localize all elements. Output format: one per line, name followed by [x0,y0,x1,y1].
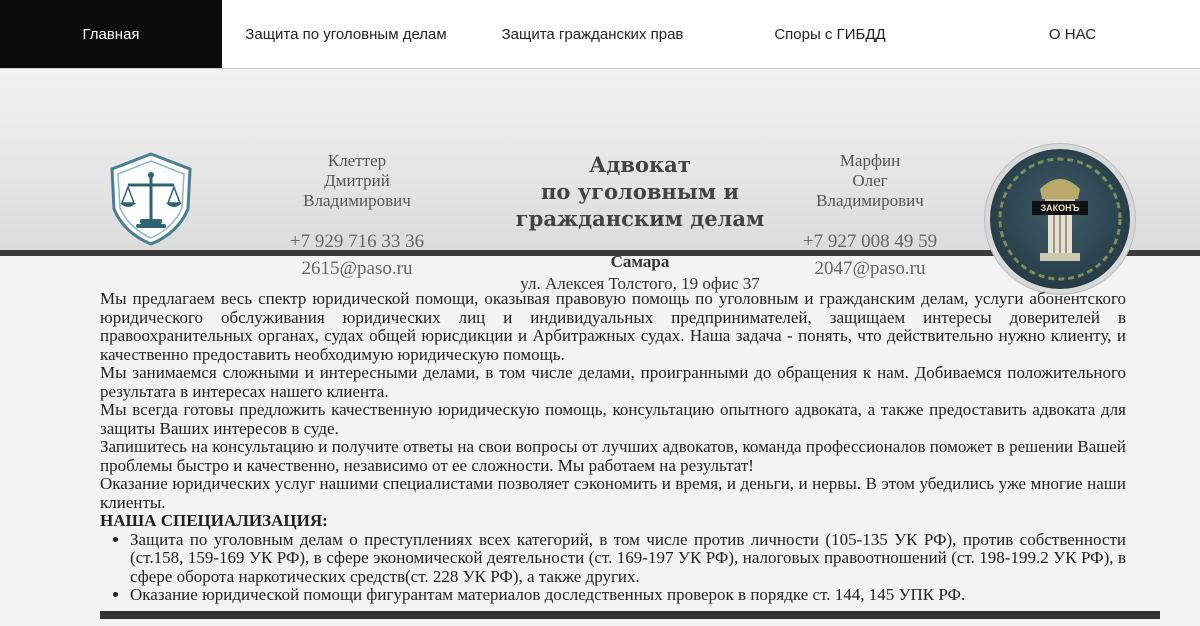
site-header [0,69,1200,293]
lawyer-left-phone[interactable]: +7 929 716 33 36 [289,231,425,252]
list-item: • Оказание юридической помощи фигурантам материалов доследственных проверок в порядке ст. 144, 145 УПК РФ. [130,586,1126,605]
header-title-line2: по уголовным и [541,179,739,204]
scales-shield-icon [108,151,194,247]
signup-paragraph: Запишитесь на консультацию и получите ответы на свои вопросы от лучших адвокатов, команда профессионалов поможет в решении Вашей проблемы быстро и качественно, независимо от ее сложности. Мы работаем на результат! [100,437,1126,475]
specialization-title: НАША СПЕЦИАЛИЗАЦИЯ: [100,511,328,530]
nav-item-civil[interactable]: Защита гражданских прав [501,25,684,43]
header-center [480,151,800,294]
nav-item-gibdd[interactable]: Споры с ГИБДД [774,25,886,43]
header-city: Самара [610,252,670,271]
bottom-divider [100,611,1160,619]
specialization-list [100,531,1126,605]
law-badge-icon [990,149,1130,289]
header-title-line3: гражданским делам [515,206,765,231]
lawyer-left-surname: Клеттер [327,151,387,170]
lawyer-right-patronymic: Владимирович [816,191,924,210]
main-content [100,290,1126,605]
lawyer-right-surname: Марфин [839,151,901,170]
lawyer-left-patronymic: Владимирович [303,191,411,210]
nav-item-home[interactable]: Главная [0,0,222,68]
savings-paragraph: Оказание юридических услуг нашими специалистами позволяет сэкономить и время, и деньги, и нервы. В этом убедились уже многие наши клиенты. [100,474,1126,512]
experience-paragraph: Мы занимаемся сложными и интересными делами, в том числе делами, проигранными до обращения к нам. Добиваемся положительного результата в интересах нашего клиента. [100,363,1126,401]
main-nav [0,0,1200,69]
header-title-line1: Адвокат [589,152,691,177]
lawyer-right-phone[interactable]: +7 927 008 49 59 [802,231,938,252]
header-address: ул. Алексея Толстого, 19 офис 37 [520,274,760,293]
lawyer-right-email[interactable]: 2047@paso.ru [814,258,926,279]
lawyer-left-email[interactable]: 2615@paso.ru [301,258,413,279]
lawyer-right [785,151,955,279]
intro-paragraph: Мы предлагаем весь спектр юридической помощи, оказывая правовую помощь по уголовным и гражданским делам, услуги абонентского юридического обслуживания юридических лиц и индивидуальных предпринимателей, защищаем интересы доверителей в правоохранительных органах, судах общей юрисдикции и Арбитражных судах. Наша задача - понять, что действительно нужно клиенту, и качественно предоставить необходимую юридическую помощь. [100,289,1126,364]
list-item: • Защита по уголовным делам о преступлениях всех категорий, в том числе против личности (105-135 УК РФ), против собственности (ст.158, 159-169 УК РФ), в сфере экономической деятельности (ст. 169-197 УК РФ), налоговых правоотношений (ст. 198-199.2 УК РФ), в сфере оборота наркотических средств(ст. 228 УК РФ), а также других. [130,531,1126,587]
nav-item-criminal[interactable]: Защита по уголовным делам [245,25,447,43]
badge-text: ЗАКОНЪ [1032,201,1088,215]
nav-item-about[interactable]: О НАС [1048,25,1097,43]
lawyer-left-name: Дмитрий [324,171,390,190]
consultation-paragraph: Мы всегда готовы предложить качественную юридическую помощь, консультацию опытного адвоката, а также предоставить адвоката для защиты Ваших интересов в суде. [100,400,1126,438]
lawyer-left [272,151,442,279]
lawyer-right-name: Олег [852,171,888,190]
